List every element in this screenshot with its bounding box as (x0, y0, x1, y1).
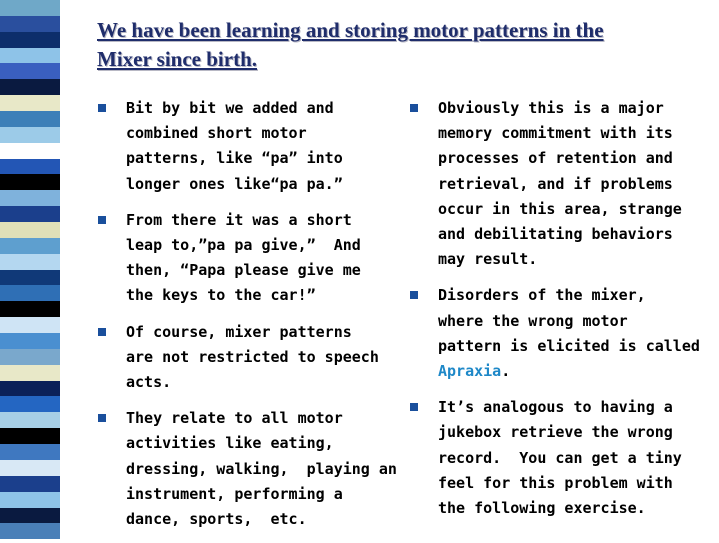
bullet-line: patterns, like “pa” into (126, 149, 343, 168)
strip-block (0, 222, 60, 238)
bullet-line: From there it was a short (126, 210, 352, 229)
strip-block (0, 317, 60, 333)
strip-block (0, 111, 60, 127)
strip-block (0, 254, 60, 270)
strip-block (0, 238, 60, 254)
bullet-line: longer ones like“pa pa.” (126, 174, 343, 193)
square-bullet-icon (98, 104, 106, 112)
strip-block (0, 365, 60, 381)
bullet-line: They relate to all motor (126, 409, 343, 428)
bullet-line: Of course, mixer patterns (126, 322, 352, 341)
bullet-line: It’s analogous to having a (438, 398, 673, 417)
bullet-line: are not restricted to speech (126, 347, 379, 366)
apraxia-term: Apraxia (438, 362, 502, 381)
bullet-line: jukebox retrieve the wrong (438, 423, 673, 442)
strip-block (0, 0, 60, 16)
bullet-line: dressing, walking, playing an (126, 459, 397, 478)
bullet-line: Bit by bit we added and (126, 99, 334, 117)
bullet-line: activities like eating, (126, 434, 334, 453)
bullet-line: retrieval, and if problems (438, 174, 673, 193)
strip-block (0, 349, 60, 365)
bullet-line: then, “Papa please give me (126, 261, 361, 280)
decorative-color-strip (0, 0, 60, 539)
bullet-item (410, 96, 710, 272)
strip-block (0, 127, 60, 143)
bullet-line: leap to,”pa pa give,” And (126, 236, 361, 255)
bullet-line: occur in this area, strange (438, 199, 682, 218)
bullet-line: pattern is elicited is called (438, 336, 700, 355)
bullet-line: acts. (126, 373, 172, 392)
strip-block (0, 95, 60, 111)
term-period: . (501, 362, 511, 381)
strip-block (0, 428, 60, 444)
strip-block (0, 492, 60, 508)
strip-block (0, 174, 60, 190)
strip-block (0, 381, 60, 397)
right-column (410, 96, 710, 532)
strip-block (0, 508, 60, 524)
bullet-line: Obviously this is a major (438, 99, 664, 117)
title-line-2: Mixer since birth. (97, 47, 258, 71)
bullet-item (410, 283, 710, 384)
strip-block (0, 333, 60, 349)
strip-block (0, 159, 60, 175)
title-line-1: We have been learning and storing motor patterns in the (97, 18, 604, 42)
strip-block (0, 63, 60, 79)
bullet-line: processes of retention and (438, 149, 673, 168)
bullet-item (98, 406, 398, 532)
strip-block (0, 190, 60, 206)
slide-title (97, 16, 697, 74)
bullet-line: Disorders of the mixer, (438, 286, 646, 305)
bullet-line: may result. (438, 250, 538, 269)
bullet-line: memory commitment with its (438, 124, 673, 143)
strip-block (0, 396, 60, 412)
square-bullet-icon (98, 414, 106, 422)
strip-block (0, 79, 60, 95)
strip-block (0, 48, 60, 64)
strip-block (0, 16, 60, 32)
bullet-line: combined short motor (126, 124, 307, 143)
strip-block (0, 460, 60, 476)
strip-block (0, 412, 60, 428)
bullet-line: record. You can get a tiny (438, 448, 682, 467)
bullet-line: and debilitating behaviors (438, 225, 673, 244)
bullet-line: where the wrong motor (438, 311, 628, 330)
left-column (98, 96, 398, 543)
bullet-line: the keys to the car!” (126, 286, 316, 305)
strip-block (0, 444, 60, 460)
square-bullet-icon (410, 291, 418, 299)
bullet-line (438, 359, 700, 384)
bullet-item (98, 320, 398, 396)
strip-block (0, 143, 60, 159)
square-bullet-icon (98, 216, 106, 224)
bullet-line: instrument, performing a (126, 484, 343, 503)
bullet-line: feel for this problem with (438, 473, 673, 492)
bullet-item (98, 208, 398, 309)
strip-block (0, 523, 60, 539)
square-bullet-icon (410, 403, 418, 411)
square-bullet-icon (98, 328, 106, 336)
strip-block (0, 32, 60, 48)
strip-block (0, 206, 60, 222)
bullet-item (410, 395, 710, 521)
strip-block (0, 285, 60, 301)
strip-block (0, 476, 60, 492)
strip-block (0, 301, 60, 317)
strip-block (0, 270, 60, 286)
bullet-line: dance, sports, etc. (126, 510, 307, 529)
bullet-item (98, 96, 398, 197)
bullet-line: the following exercise. (438, 499, 646, 518)
square-bullet-icon (410, 104, 418, 112)
